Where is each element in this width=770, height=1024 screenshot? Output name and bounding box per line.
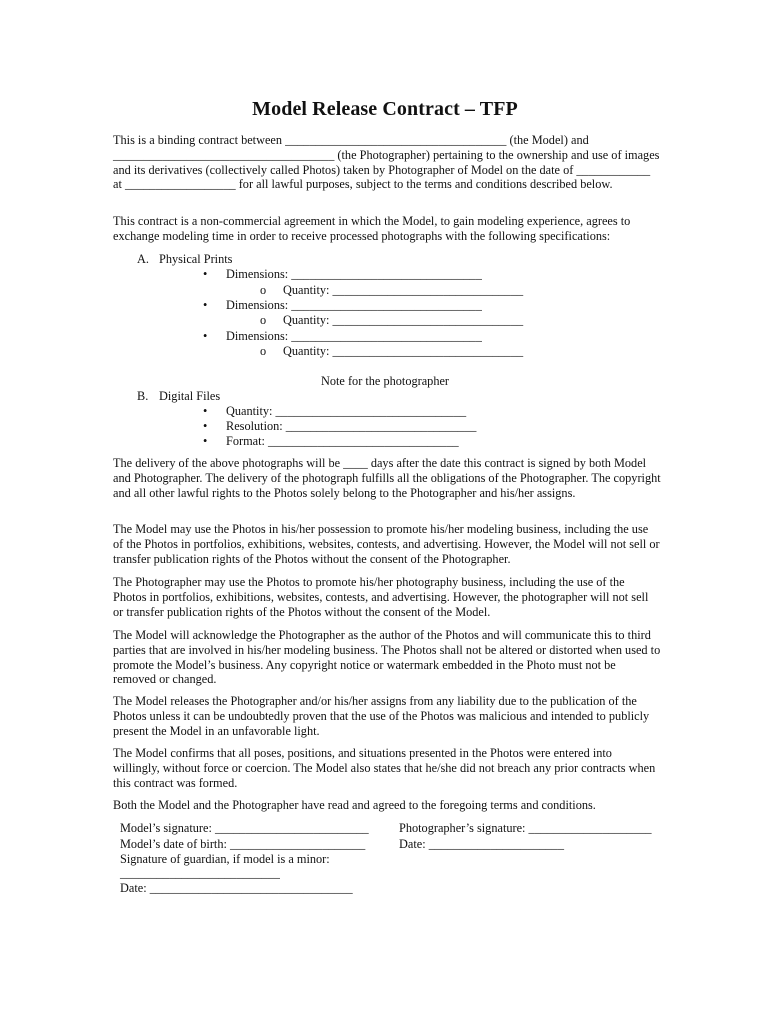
confirm-paragraph: The Model confirms that all poses, positions, and situations presented in the Photos were entered into willingly, without force or coercion. The Model also states that he/she did not breach any prior contracts when this contract was formed. bbox=[113, 746, 656, 790]
digital-resolution-line: Resolution: _______________________________ bbox=[226, 419, 477, 433]
dimensions-line-1: Dimensions: _______________________________ bbox=[226, 267, 482, 281]
bullet-icon: • bbox=[203, 419, 208, 433]
delivery-paragraph: The delivery of the above photographs will be ____ days after the date this contract is signed by both Model and Photographer. The delivery of the photograph fulfills all the obligations of the Photographer. The copyright and all other lawful rights to the Photos solely belong to the Photographer and his/her assigns. bbox=[113, 456, 661, 500]
photographer-signature-field: Photographer’s signature: ____________________ bbox=[399, 821, 652, 835]
sub-bullet-icon: o bbox=[260, 283, 267, 297]
photographer-date-field: Date: ______________________ bbox=[399, 837, 564, 851]
guardian-date-field: Date: _________________________________ bbox=[120, 881, 353, 895]
document-title: Model Release Contract – TFP bbox=[252, 98, 518, 120]
model-signature-field: Model’s signature: _________________________ bbox=[120, 821, 369, 835]
quantity-line-3: Quantity: _______________________________ bbox=[283, 344, 524, 358]
guardian-signature-line: __________________________ bbox=[120, 866, 280, 880]
bullet-icon: • bbox=[203, 329, 208, 343]
dimensions-line-2: Dimensions: _______________________________ bbox=[226, 298, 482, 312]
section-a-marker: A. bbox=[137, 252, 149, 266]
bullet-icon: • bbox=[203, 267, 208, 281]
acknowledge-paragraph: The Model will acknowledge the Photographer as the author of the Photos and will communicate this to third parties that are involved in his/her modeling business. The Photos shall not be altered or distorted when used to promote the Model’s business. Any copyright notice or watermark embedded in the Photo must not be removed or changed. bbox=[113, 628, 661, 687]
intro-paragraph: This is a binding contract between ____________________________________ (the Model) and ____________________________________ (the Photographer) pertaining to the ownership and use of images and its derivatives (collectively called Photos) taken by Photographer of Model on the date of ____________ at __________________ for all lawful purposes, subject to the terms and conditions described below. bbox=[113, 133, 660, 192]
section-b-heading: Digital Files bbox=[159, 389, 221, 403]
section-b-marker: B. bbox=[137, 389, 149, 403]
model-dob-field: Model’s date of birth: ______________________ bbox=[120, 837, 366, 851]
quantity-line-2: Quantity: _______________________________ bbox=[283, 313, 524, 327]
dimensions-line-3: Dimensions: _______________________________ bbox=[226, 329, 482, 343]
sub-bullet-icon: o bbox=[260, 313, 267, 327]
agree-paragraph: Both the Model and the Photographer have read and agreed to the foregoing terms and conditions. bbox=[113, 798, 596, 812]
bullet-icon: • bbox=[203, 404, 208, 418]
digital-quantity-line: Quantity: _______________________________ bbox=[226, 404, 467, 418]
section-a-heading: Physical Prints bbox=[159, 252, 233, 266]
bullet-icon: • bbox=[203, 298, 208, 312]
model-use-paragraph: The Model may use the Photos in his/her possession to promote his/her modeling business, including the use of the Photos in portfolios, exhibitions, websites, contests, and advertising. However, the Model will not sell or transfer publication rights of the Photos without the consent of the Photographer. bbox=[113, 522, 660, 566]
sub-bullet-icon: o bbox=[260, 344, 267, 358]
photographer-note: Note for the photographer bbox=[320, 374, 450, 388]
guardian-label: Signature of guardian, if model is a minor: bbox=[120, 852, 330, 866]
photographer-use-paragraph: The Photographer may use the Photos to promote his/her photography business, including the use of the Photos in portfolios, exhibitions, websites, contests, and advertising. However, the photographer will not sell or transfer publication rights of the Photos without the consent of the Model. bbox=[113, 575, 649, 619]
noncommercial-paragraph: This contract is a non-commercial agreement in which the Model, to gain modeling experience, agrees to exchange modeling time in order to receive processed photographs with the following specifications: bbox=[113, 214, 631, 243]
release-paragraph: The Model releases the Photographer and/or his/her assigns from any liability due to the publication of the Photos unless it can be undoubtedly proven that the use of the Photos was malicious and intended to publicly present the Model in an unfavorable light. bbox=[113, 694, 650, 738]
digital-format-line: Format: _______________________________ bbox=[226, 434, 459, 448]
quantity-line-1: Quantity: _______________________________ bbox=[283, 283, 524, 297]
bullet-icon: • bbox=[203, 434, 208, 448]
